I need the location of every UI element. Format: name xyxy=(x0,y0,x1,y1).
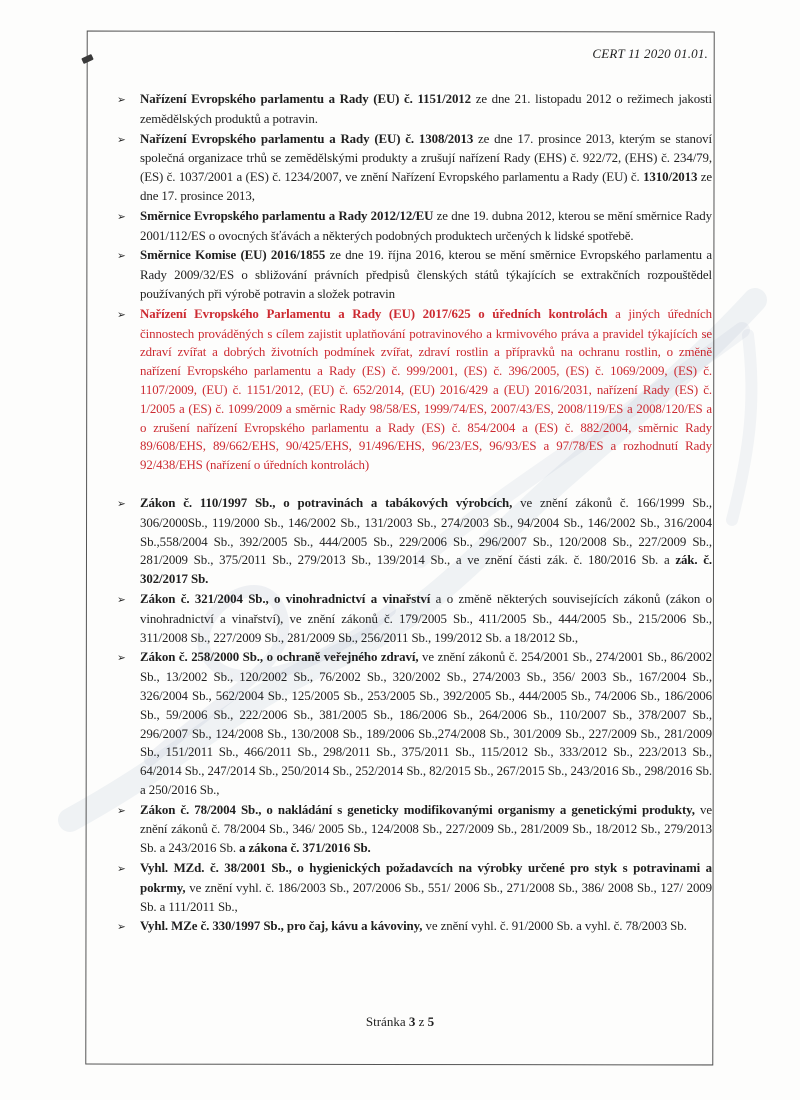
text-segment: Směrnice Komise (EU) 2016/1855 xyxy=(140,248,326,263)
text-segment: ve znění zákonů č. 166/1999 Sb., 306/2000Sb., 119/2000 Sb., 146/2002 Sb., 131/2003 Sb., 274/2003 Sb., 94/2004 Sb., 146/2002 Sb., 316/2004 Sb.,558/2004 Sb., 392/2005 Sb., 444/2005 Sb., 229/2006 Sb., 296/2007 Sb., 120/2008 Sb., 227/2009 Sb., 281/2009 Sb., 375/2011 Sb., 279/2013 Sb., 139/2014 Sb., a ve znění části zák. č. 180/2016 Sb. a xyxy=(140,495,712,568)
bullet-arrow-icon: ➢ xyxy=(117,210,126,223)
text-segment: ze dne 19. dubna 2012, kterou se mění směrnice Rady 2001/112/ES o ovocných šťávách a některých podobných produktech určených k lidské spotřebě. xyxy=(140,208,712,243)
text-segment: Zákon č. 110/1997 Sb., o potravinách a tabákových výrobcích, xyxy=(140,495,513,510)
bullet-arrow-icon: ➢ xyxy=(117,863,126,876)
list-item xyxy=(117,90,712,129)
page-footer-text xyxy=(366,1014,434,1029)
page-footer xyxy=(0,1014,800,1030)
text-segment: Stránka xyxy=(365,1014,409,1029)
bullet-arrow-icon: ➢ xyxy=(117,133,126,146)
text-segment: z xyxy=(415,1014,428,1029)
text-segment: ze dne 17. prosince 2013, xyxy=(140,170,712,203)
text-segment: ve znění zákonů č. 254/2001 Sb., 274/2001 Sb., 86/2002 Sb., 13/2002 Sb., 120/2002 Sb., 76/2002 Sb., 320/2002 Sb., 274/2003 Sb., 356/ 2003 Sb., 167/2004 Sb., 326/2004 Sb., 562/2004 Sb., 125/2005 Sb., 253/2005 Sb., 392/2005 Sb., 444/2005 Sb., 74/2006 Sb., 186/2006 Sb., 59/2006 Sb., 222/2006 Sb., 381/2005 Sb., 186/2006 Sb., 264/2006 Sb., 110/2007 Sb., 378/2007 Sb., 296/2007 Sb., 124/2008 Sb., 130/2008 Sb., 189/2006 Sb.,274/2008 Sb., 301/2009 Sb., 227/2009 Sb., 281/2009 Sb., 151/2011 Sb., 466/2011 Sb., 298/2011 Sb., 375/2011 Sb., 115/2012 Sb., 333/2012 Sb., 223/2013 Sb., 64/2014 Sb., 247/2014 Sb., 250/2014 Sb., 252/2014 Sb., 82/2015 Sb., 267/2015 Sb., 243/2016 Sb., 298/2016 Sb. a 250/2016 Sb., xyxy=(140,650,712,797)
doc-code: CERT 11 2020 01.01. xyxy=(592,46,708,61)
list-item xyxy=(117,494,712,589)
text-segment: ze dne 21. listopadu 2012 o režimech jakosti zemědělských produktů a potravin. xyxy=(140,92,713,126)
list-item xyxy=(117,801,712,858)
text-segment: ve znění vyhl. č. 91/2000 Sb. a vyhl. č. 78/2003 Sb. xyxy=(422,919,687,934)
list-item xyxy=(117,859,712,916)
list-item xyxy=(117,590,712,647)
text-segment: Zákon č. 321/2004 Sb., o vinohradnictví a vinařství xyxy=(140,591,431,606)
text-segment: Zákon č. 78/2004 Sb., o nakládání s geneticky modifikovanými organismy a genetickými produkty, xyxy=(140,802,695,817)
bullet-arrow-icon: ➢ xyxy=(117,308,126,321)
text-segment: Nařízení Evropského Parlamentu a Rady (EU) 2017/625 o úředních kontrolách xyxy=(140,306,608,321)
list-item xyxy=(117,246,712,303)
list-item xyxy=(117,305,712,475)
text-segment: a zákona č. 371/2016 Sb. xyxy=(239,841,371,856)
text-segment: ve znění zákonů č. 78/2004 Sb., 346/ 2005 Sb., 124/2008 Sb., 227/2009 Sb., 281/2009 Sb., 18/2012 Sb., 279/2013 Sb. a 243/2016 Sb. xyxy=(140,802,712,856)
text-segment: Nařízení Evropského parlamentu a Rady (EU) č. 1151/2012 xyxy=(140,92,472,106)
text-segment: 5 xyxy=(427,1014,435,1029)
list-item xyxy=(117,648,712,799)
text-segment: zák. č. 302/2017 Sb. xyxy=(140,553,712,587)
text-segment: Zákon č. 258/2000 Sb., o ochraně veřejného zdraví, xyxy=(140,650,419,665)
text-segment: a jiných úředních činnostech prováděných s cílem zajistit uplatňování potravinového a krmivového práva a pravidel týkajících se zdraví zvířat a dobrých životních podmínek zvířat, zdraví rostlin a přípravků na ochranu rostlin, o změně nařízení Evropského parlamentu a Rady (ES) č. 999/2001, (ES) č. 396/2005, (ES) č. 1069/2009, (ES) č. 1107/2009, (EU) č. 1151/2012, (EU) č. 652/2014, (EU) 2016/429 a (EU) 2016/2031, nařízení Rady (ES) č. 1/2005 a (ES) č. 1099/2009 a směrnic Rady 98/58/ES, 1999/74/ES, 2007/43/ES, 2008/119/ES a 2008/120/ES a o zrušení nařízení Evropského parlamentu a Rady (ES) č. 854/2004 a (ES) č. 882/2004, směrnic Rady 89/608/EHS, 89/662/EHS, 90/425/EHS, 91/496/EHS, 96/23/ES, 96/93/ES a 97/78/ES a rozhodnutí Rady 92/438/EHS (nařízení o úředních kontrolách) xyxy=(140,306,712,473)
text-segment: 1310/2013 xyxy=(643,170,698,185)
text-segment: ve znění vyhl. č. 186/2003 Sb., 207/2006 Sb., 551/ 2006 Sb., 271/2008 Sb., 386/ 2008 Sb., 127/ 2009 Sb. a 111/2011 Sb., xyxy=(140,880,712,914)
text-segment: ze dne 17. prosince 2013, kterým se stanoví společná organizace trhů se zemědělskými produkty a zrušují nařízení Rady (EHS) č. 922/72, (EHS) č. 234/79, (ES) č. 1037/2001 a (ES) č. 1234/2007, ve znění Nařízení Evropského parlamentu a Rady (EU) č. xyxy=(140,131,712,185)
text-segment: Vyhl. MZd. č. 38/2001 Sb., o hygienických požadavcích na výrobky určené pro styk s potravinami a pokrmy, xyxy=(140,861,712,895)
regulation-list xyxy=(117,90,712,938)
list-item xyxy=(117,917,712,937)
text-segment: 3 xyxy=(408,1014,416,1029)
list-item xyxy=(117,130,712,206)
text-segment: Směrnice Evropského parlamentu a Rady 2012/12/EU xyxy=(140,208,434,223)
text-segment: Nařízení Evropského parlamentu a Rady (EU) č. 1308/2013 xyxy=(140,131,474,146)
bullet-arrow-icon: ➢ xyxy=(117,94,126,106)
text-segment: Vyhl. MZe č. 330/1997 Sb., pro čaj, kávu a kávoviny, xyxy=(140,919,423,934)
bullet-arrow-icon: ➢ xyxy=(117,804,126,817)
bullet-arrow-icon: ➢ xyxy=(117,250,126,263)
list-item xyxy=(117,207,712,246)
bullet-arrow-icon: ➢ xyxy=(117,652,126,665)
text-segment: a o změně některých souvisejících zákonů (zákon o vinohradnictví a vinařství), ve znění zákonů č. 179/2005 Sb., 411/2005 Sb., 444/2005 Sb., 215/2006 Sb., 311/2008 Sb., 227/2009 Sb., 281/2009 Sb., 256/2011 Sb., 199/2012 Sb. a 18/2012 Sb., xyxy=(140,591,712,645)
bullet-arrow-icon: ➢ xyxy=(117,497,126,510)
bullet-arrow-icon: ➢ xyxy=(117,921,126,934)
bullet-arrow-icon: ➢ xyxy=(117,593,126,606)
text-segment: ze dne 19. října 2016, kterou se mění směrnice Evropského parlamentu a Rady 2009/32/ES o sbližování právních předpisů členských států týkajících se extrakčních rozpouštědel používaných při výrobě potravin a složek potravin xyxy=(140,248,712,301)
